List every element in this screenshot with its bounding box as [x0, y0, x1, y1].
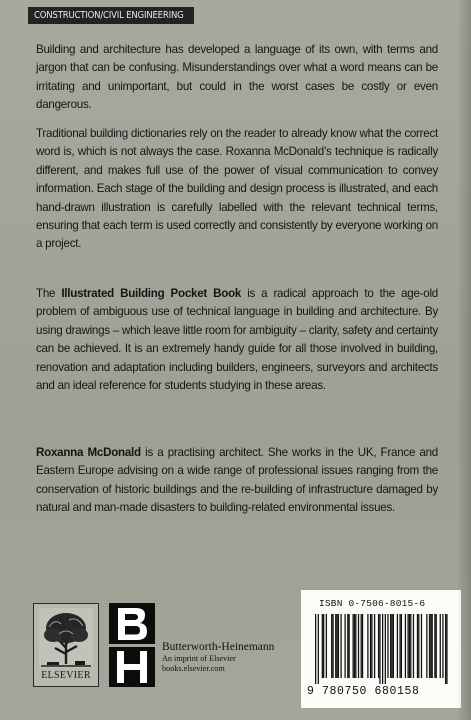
isbn-text: ISBN 0-7506-8015-6	[319, 598, 426, 609]
publisher-name: Butterworth-Heinemann	[162, 641, 275, 653]
category-label: CONSTRUCTION/CIVIL ENGINEERING	[28, 7, 194, 24]
publisher-imprint: An imprint of Elsevier	[162, 654, 236, 663]
p4-rest: is a practising architect. She works in the UK, France and Eastern Europe advising on a wide range of professional issues ranging from the conservation of historic buildings and the re-building of infrastructure damaged by natural and man-made disasters to building-related environmental issues.	[36, 446, 438, 515]
barcode-panel	[301, 590, 461, 708]
butterworth-heinemann-logo	[109, 603, 155, 687]
p3-rest: is a radical approach to the age-old problem of ambiguous use of technical language in building and architecture. By using drawings – which leave little room for ambiguity – clarity, safety and certainty can be achieved. It is an extremely handy guide for all those involved in building, renovation and adaptation including builders, engineers, surveyors and architects and an ideal reference for students studying in these areas.	[36, 287, 438, 393]
barcode-icon	[315, 614, 449, 684]
elsevier-tree-icon	[39, 608, 93, 668]
book-title: Illustrated Building Pocket Book	[61, 287, 242, 300]
paragraph-technique	[36, 125, 438, 254]
p3-lead: The	[36, 287, 62, 300]
author-name: Roxanna McDonald	[36, 446, 141, 459]
paragraph-book-description-text	[36, 285, 438, 395]
elsevier-logo	[33, 603, 99, 687]
footer	[0, 590, 471, 720]
paragraph-book-description	[36, 285, 438, 395]
publisher-info	[162, 640, 274, 674]
paragraph-intro	[36, 41, 438, 115]
paragraph-intro-text: Building and architecture has developed a language of its own, with terms and jargon that can be confusing. Misunderstandings over what a word means can be irritating and unimportant, but could in the worst cases be costly or even dangerous.	[36, 43, 438, 112]
paragraph-technique-text: Traditional building dictionaries rely on the reader to already know what the correct word is, which is not always the case. Roxanna McDonald’s technique is radically different, and makes full use of the power of visual communication to convey information. Each stage of the building and design process is illustrated, and each hand-drawn illustration is carefully labelled with the relevant technical terms, ensuring that each term is used correctly and consistently by everyone working on a project.	[36, 127, 438, 251]
paragraph-author-bio	[36, 444, 438, 518]
paragraph-author-bio-text	[36, 444, 438, 518]
elsevier-wordmark: ELSEVIER	[41, 670, 91, 681]
barcode-number: 9 780750 680158	[307, 685, 420, 698]
publisher-website: books.elsevier.com	[162, 664, 225, 673]
